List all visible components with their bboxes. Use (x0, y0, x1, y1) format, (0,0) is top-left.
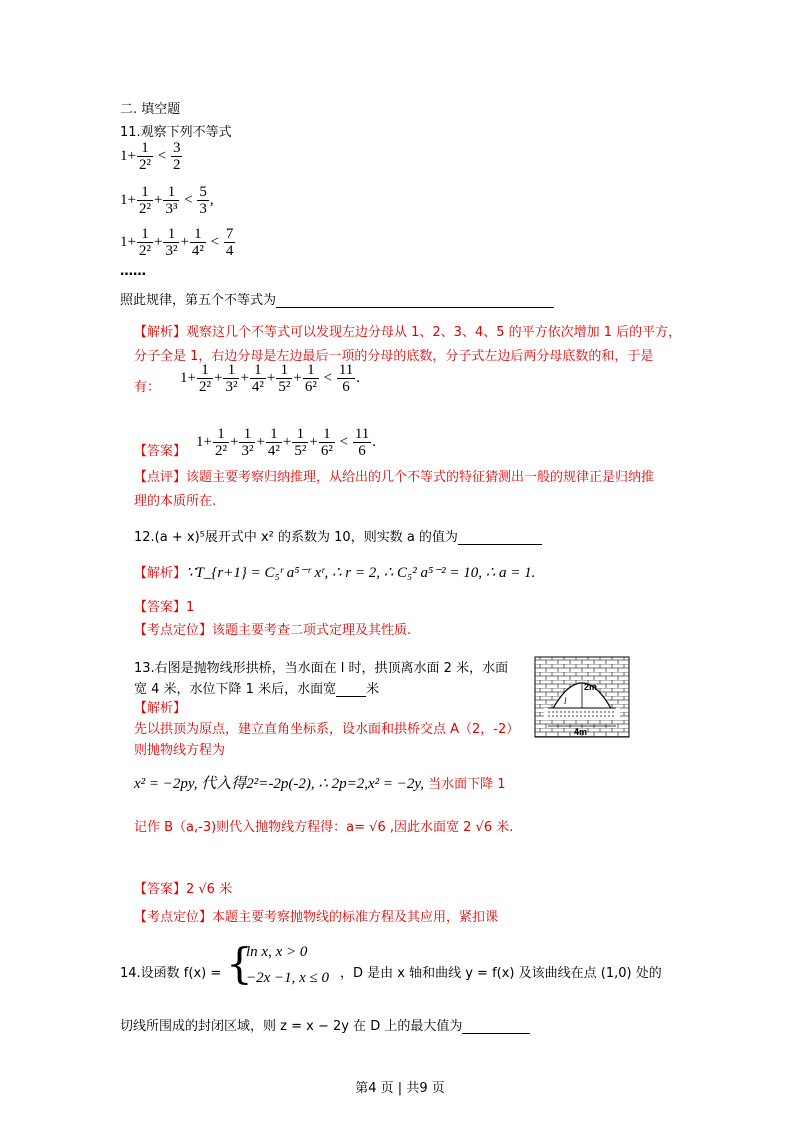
q13-note: 记作 B（a,-3)则代入抛物线方程得：a= √6 ,因此水面宽 2 √6 米. (134, 820, 514, 835)
frac-den: 2² (138, 243, 151, 259)
frac (223, 362, 239, 395)
frac (266, 426, 282, 459)
frac (276, 362, 292, 395)
q13-point: 【考点定位】本题主要考察抛物线的标准方程及其应用，紧扣课 (134, 910, 499, 925)
q11-inequality-1 (120, 140, 183, 173)
q11-l3-rhs (224, 226, 236, 259)
q11-l1-rhs (171, 140, 183, 173)
frac-den: 4² (191, 243, 204, 259)
q11-analysis-line1: 【解析】观察这几个不等式可以发现左边分母从 1、2、3、4、5 的平方依次增加 1 后的平方， (134, 325, 682, 340)
comma: , (209, 191, 214, 208)
frac-den: 2² (138, 201, 151, 217)
frac-num: 1 (163, 226, 179, 243)
q12-stem (134, 526, 542, 545)
q11-comment-line1: 【点评】该题主要考察归纳推理，从给出的几个不等式的特征猜测出一般的规律正是归纳推 (134, 470, 655, 485)
frac-num: 1 (250, 362, 266, 379)
frac-den: 3² (165, 243, 178, 259)
q12-stem-text: 12.(a + x)⁵展开式中 x² 的系数为 10，则实数 a 的值为 (134, 530, 458, 545)
frac-den: 2² (214, 443, 227, 459)
q11-inequality-3: 1+ $\frac{1}{\text{2²}}$ + $\frac{1}{\text{3²}}$ + $\frac{1}{\text{4²}}$ < $\frac{7}{4}$ (120, 226, 234, 259)
q11-ask (120, 289, 554, 308)
label-4m: 4m (574, 727, 588, 737)
q11-analysis-formula: 1+ $\frac{1}{\text{2²}}$ + $\frac{1}{\text{3²}}$ + $\frac{1}{\text{4²}}$ + $\frac{1}{\text{5²}}$ + $\frac{1}{\text{6²}}$ < $\frac{11}{6}$ . (180, 362, 361, 395)
frac-den: 6 (358, 443, 366, 459)
q11-inequality-2: 1+ $\frac{1}{\text{2²}}$ + $\frac{1}{\text{3³}}$ < $\frac{5}{3}$ , (120, 184, 214, 217)
lt-sign: < (210, 233, 220, 250)
q11-l3-prefix: 1+ (120, 233, 136, 250)
dot: . (372, 433, 377, 450)
q11-l1-prefix: 1+ (120, 147, 136, 164)
frac-den: 2² (138, 157, 151, 173)
q11-stem: 11.观察下列不等式 (120, 125, 232, 140)
label-2m: 2m (584, 682, 598, 692)
q13-stem-2-text: 宽 4 米，水位下降 1 米后，水面宽 (134, 682, 337, 697)
frac-num: 1 (292, 426, 308, 443)
frac-num: 1 (137, 140, 153, 157)
q12-point: 【考点定位】该题主要考查二项式定理及其性质. (134, 623, 412, 638)
frac-den: 4² (251, 379, 264, 395)
q12-answer-blank[interactable] (458, 530, 542, 545)
q11-analysis-line2: 分子全是 1，右边分母是左边最后一项的分母的底数，分子式左边后两分母底数的和，于是 (134, 349, 654, 364)
frac-den: 6² (304, 379, 317, 395)
q12-analysis (134, 562, 535, 582)
frac-den: 2² (198, 379, 211, 395)
frac-num: 1 (137, 226, 153, 243)
lt-sign: < (157, 147, 167, 164)
q11-ask-text: 照此规律，第五个不等式为 (120, 293, 277, 308)
q11-answer-label: 【答案】 (134, 444, 187, 459)
frac-num: 11 (338, 362, 354, 378)
q13-analysis-label: 【解析】 (134, 701, 187, 716)
q11-answer-formula: 1+ $\frac{1}{\text{2²}}$ + $\frac{1}{\text{3²}}$ + $\frac{1}{\text{4²}}$ + $\frac{1}{\text{5²}}$ + $\frac{1}{\text{6²}}$ < $\frac{11}{6}$ . (196, 426, 377, 459)
frac (213, 426, 229, 459)
lt-sign: < (339, 433, 349, 450)
q13-formula-line (134, 772, 506, 793)
frac-num: 1 (223, 362, 239, 379)
frac-den: 6 (342, 379, 350, 395)
lt-sign: < (323, 369, 333, 386)
frac-num: 1 (303, 362, 319, 379)
frac (250, 362, 266, 395)
frac-num: 1 (163, 184, 179, 201)
frac (197, 362, 213, 395)
frac-den: 5² (278, 379, 291, 395)
q11-l3-c (190, 226, 206, 259)
q11-l3-b (163, 226, 179, 259)
frac-num: 1 (197, 362, 213, 379)
q13-stem-line2 (134, 678, 379, 697)
frac-num: 7 (225, 226, 234, 242)
q11-l1-frac (137, 140, 153, 173)
q11-answer-blank[interactable] (276, 293, 554, 308)
q13-analysis-line1: 先以拱顶为原点，建立直角坐标系，设水面和拱桥交点 A（2，-2） (134, 722, 520, 737)
q13-formula-tail: 当水面下降 1 (428, 777, 506, 792)
prefix: 1+ (180, 369, 196, 386)
q11-l2-a (137, 184, 153, 217)
frac-den: 4² (267, 443, 280, 459)
q13-answer: 【答案】2 √6 米 (134, 882, 233, 897)
q11-comment-line2: 理的本质所在. (134, 494, 217, 509)
frac-den: 3² (241, 443, 254, 459)
frac (239, 426, 255, 459)
frac-num: 5 (199, 184, 207, 200)
frac-num: 3 (172, 140, 181, 156)
q13-analysis-line2: 则抛物线方程为 (134, 743, 226, 758)
q13-stem-line1: 13.右图是抛物线形拱桥，当水面在 l 时，拱顶离水面 2 米，水面 (134, 661, 509, 676)
frac-den: 6² (320, 443, 333, 459)
prefix: 1+ (196, 433, 212, 450)
frac-den: 5² (294, 443, 307, 459)
frac-num: 1 (276, 362, 292, 379)
q11-l2-rhs (197, 184, 209, 217)
q14-prefix-text: 14.设函数 f(x) = (120, 966, 222, 981)
dot: . (356, 369, 361, 386)
q11-ellipsis: …… (120, 264, 146, 279)
brace-icon: { (226, 939, 253, 988)
frac-rhs (337, 362, 355, 395)
q14-stem-suffix: ，D 是由 x 轴和曲线 y = f(x) 及该曲线在点 (1,0) 处的 (340, 966, 662, 981)
q14-line2-text: 切线所围成的封闭区域，则 z = x − 2y 在 D 上的最大值为 (120, 1019, 463, 1034)
section-title: 二. 填空题 (120, 102, 181, 117)
q13-answer-blank[interactable] (336, 682, 366, 697)
frac (303, 362, 319, 395)
arch-bridge-figure (534, 656, 630, 738)
frac-den: 3 (199, 201, 207, 217)
q11-analysis-line3: 有： (134, 380, 161, 395)
lt-sign: < (184, 191, 193, 208)
frac-num: 1 (190, 226, 206, 243)
q11-l2-b (163, 184, 179, 217)
frac (292, 426, 308, 459)
q14-line2 (120, 1015, 530, 1034)
frac-num: 1 (137, 184, 153, 201)
q12-analysis-formula: ∵T_{r+1} = C₅ʳ a⁵⁻ʳ xʳ, ∴ r = 2, ∴ C₅² a⁵⁻² = 10, ∴ a = 1. (186, 565, 536, 581)
frac-num: 1 (266, 426, 282, 443)
frac-den: 3³ (165, 201, 178, 217)
frac-num: 1 (319, 426, 335, 443)
frac-den: 4 (225, 243, 234, 259)
frac-num: 11 (354, 426, 370, 442)
frac-den: 3² (225, 379, 238, 395)
frac-den: 2 (172, 157, 181, 173)
q14-case1: ln x, x > 0 (246, 944, 308, 960)
q14-stem-prefix (120, 962, 221, 981)
q11-l2-prefix: 1+ (120, 191, 136, 208)
water-area (544, 708, 620, 720)
q12-answer: 【答案】1 (134, 600, 195, 615)
frac-num: 1 (213, 426, 229, 443)
q12-analysis-label: 【解析】 (134, 566, 187, 581)
q13-stem-2-tail: 米 (366, 682, 380, 697)
page-footer: 第4 页 | 共9 页 (355, 1081, 445, 1096)
q13-formula: x² = −2py, 代入得2²=-2p(-2), ∴ 2p=2,x² = −2y, (134, 776, 424, 792)
frac-rhs (353, 426, 371, 459)
q14-answer-blank[interactable] (462, 1019, 530, 1034)
q11-l3-a (137, 226, 153, 259)
frac (319, 426, 335, 459)
frac-num: 1 (239, 426, 255, 443)
q14-case2: −2x −1, x ≤ 0 (246, 970, 330, 986)
label-l: l (564, 696, 567, 706)
